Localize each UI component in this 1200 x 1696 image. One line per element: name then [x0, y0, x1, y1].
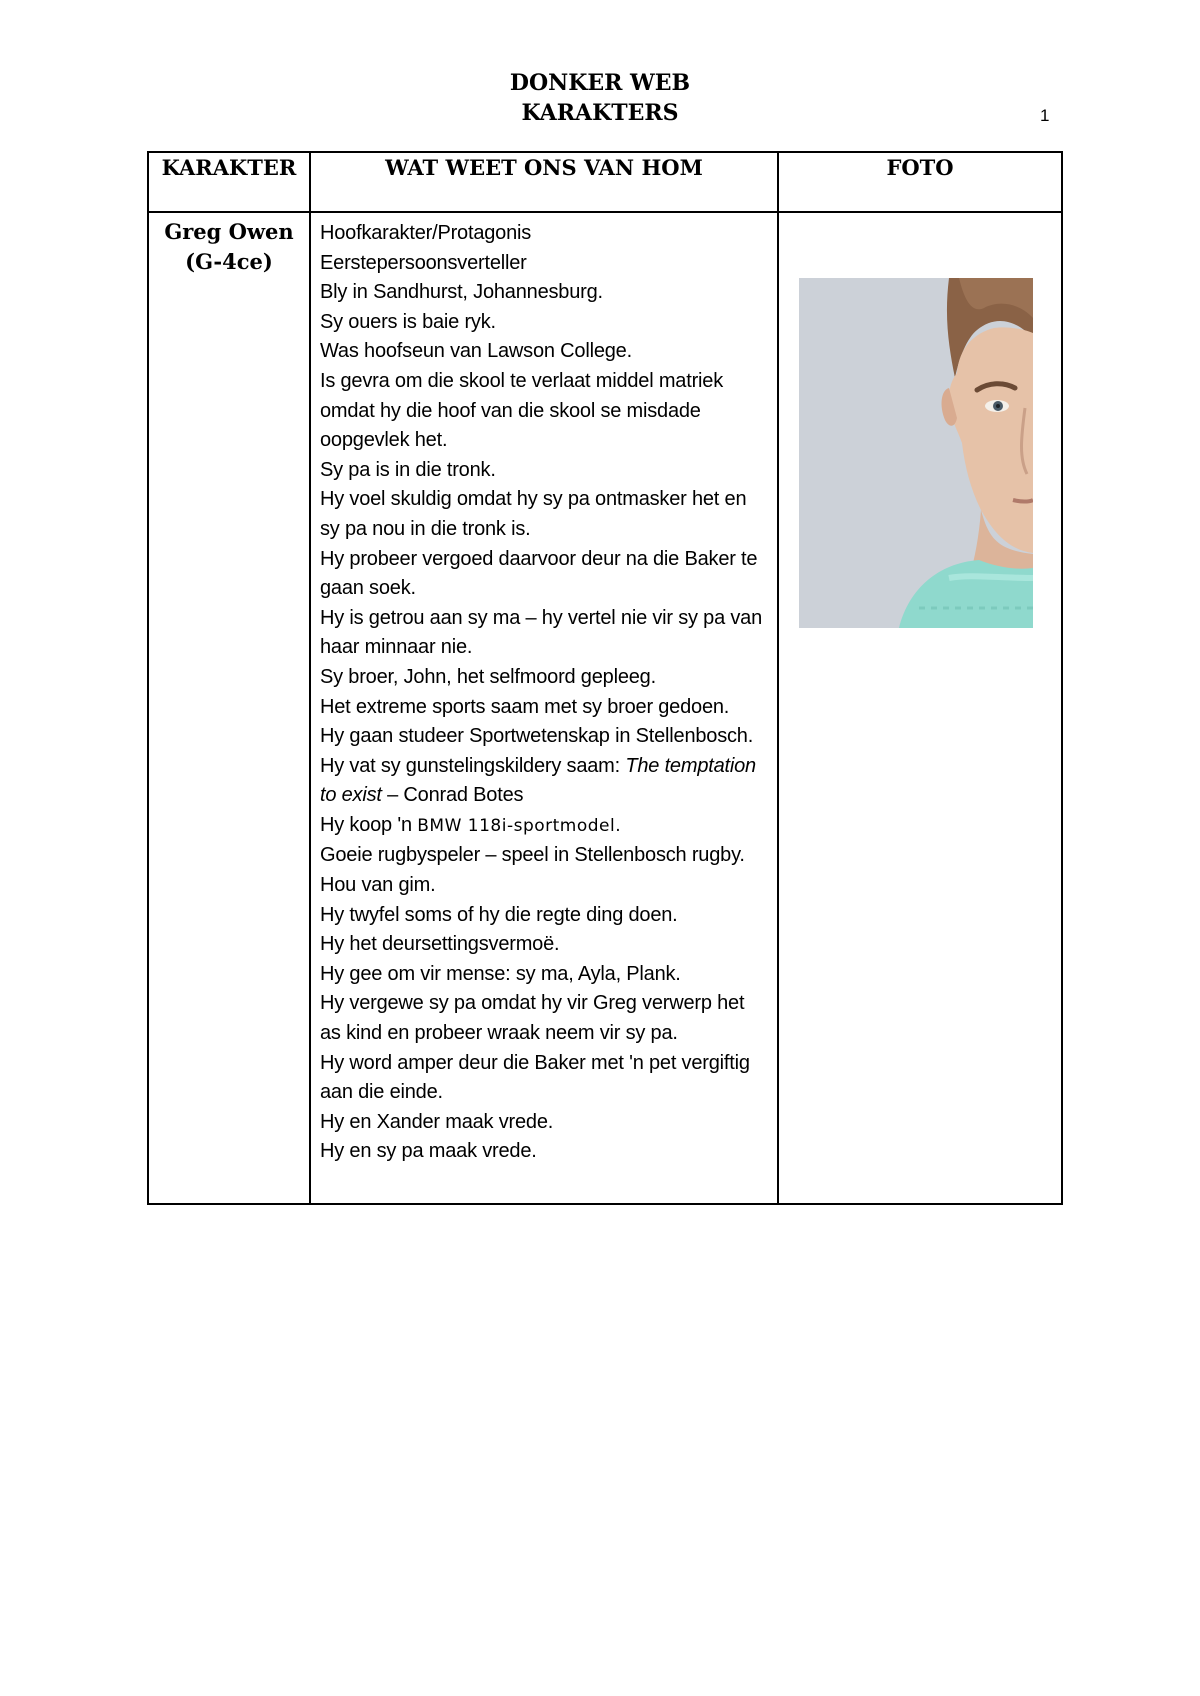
character-photo-cell [778, 212, 1062, 1204]
fact-line: Hoofkarakter/Protagonis [320, 222, 532, 244]
fact-line: Hy het deursettingsvermoë. [320, 933, 560, 956]
fact-line: Hy probeer vergoed daarvoor deur na die Baker te gaan soek. [320, 547, 758, 600]
painting-suffix: – Conrad Botes [381, 784, 524, 807]
character-alias: (G-4ce) [185, 249, 273, 274]
fact-line: Hy en sy pa maak vrede. [320, 1140, 537, 1163]
fact-line: Sy ouers is baie ryk. [320, 310, 496, 333]
characters-table [147, 151, 1063, 1205]
character-name: Greg Owen [164, 219, 294, 244]
table-row [148, 212, 1062, 1204]
title-line-1: DONKER WEB [509, 70, 691, 96]
fact-line: Hou van gim. [320, 874, 436, 897]
character-info-cell [310, 212, 778, 1204]
painting-title: The temptation to exist [320, 754, 756, 807]
fact-line: Hy voel skuldig omdat hy sy pa ontmasker het en sy pa nou in die tronk is. [320, 488, 747, 540]
fact-line: Hy gaan studeer Sportwetenskap in Stellenbosch. [320, 725, 754, 748]
fact-line: Hy word amper deur die Baker met 'n pet vergiftig aan die einde. [320, 1051, 750, 1104]
fact-line: Het extreme sports saam met sy broer gedoen. [320, 695, 730, 718]
fact-line: Goeie rugbyspeler – speel in Stellenbosch rugby. [320, 844, 745, 867]
fact-line: Sy pa is in die tronk. [320, 458, 496, 481]
portrait-illustration [799, 278, 1033, 628]
car-prefix: Hy koop 'n [320, 813, 418, 836]
car-model: BMW 118i-sportmodel. [417, 815, 622, 836]
fact-line: Is gevra om die skool te verlaat middel matriek omdat hy die hoof van die skool se misdade oopgevlek het. [320, 369, 723, 452]
fact-line: Hy twyfel soms of hy die regte ding doen. [320, 903, 678, 926]
fact-line: Hy is getrou aan sy ma – hy vertel nie vir sy pa van haar minnaar nie. [320, 606, 763, 659]
fact-line: Eerstepersoonsverteller [320, 251, 527, 274]
fact-line-painting [320, 752, 769, 811]
fact-line: Hy en Xander maak vrede. [320, 1110, 554, 1133]
fact-line: Was hoofseun van Lawson College. [320, 340, 632, 363]
fact-line-car [320, 811, 769, 842]
fact-line: Bly in Sandhurst, Johannesburg. [320, 281, 603, 304]
page-number: 1 [1040, 106, 1050, 125]
fact-line: Hy gee om vir mense: sy ma, Ayla, Plank. [320, 962, 681, 985]
header-photo: FOTO [778, 152, 1062, 212]
painting-prefix: Hy vat sy gunstelingskildery saam: [320, 754, 626, 777]
document-title [0, 68, 1200, 128]
fact-line: Sy broer, John, het selfmoord gepleeg. [320, 665, 656, 688]
header-info: WAT WEET ONS VAN HOM [310, 152, 778, 212]
fact-line: Hy vergewe sy pa omdat hy vir Greg verwerp het as kind en probeer wraak neem vir sy pa. [320, 992, 745, 1045]
character-name-cell [148, 212, 310, 1204]
header-character: KARAKTER [148, 152, 310, 212]
character-photo [799, 278, 1033, 628]
table-header-row [148, 152, 1062, 212]
title-line-2: KARAKTERS [521, 100, 679, 126]
